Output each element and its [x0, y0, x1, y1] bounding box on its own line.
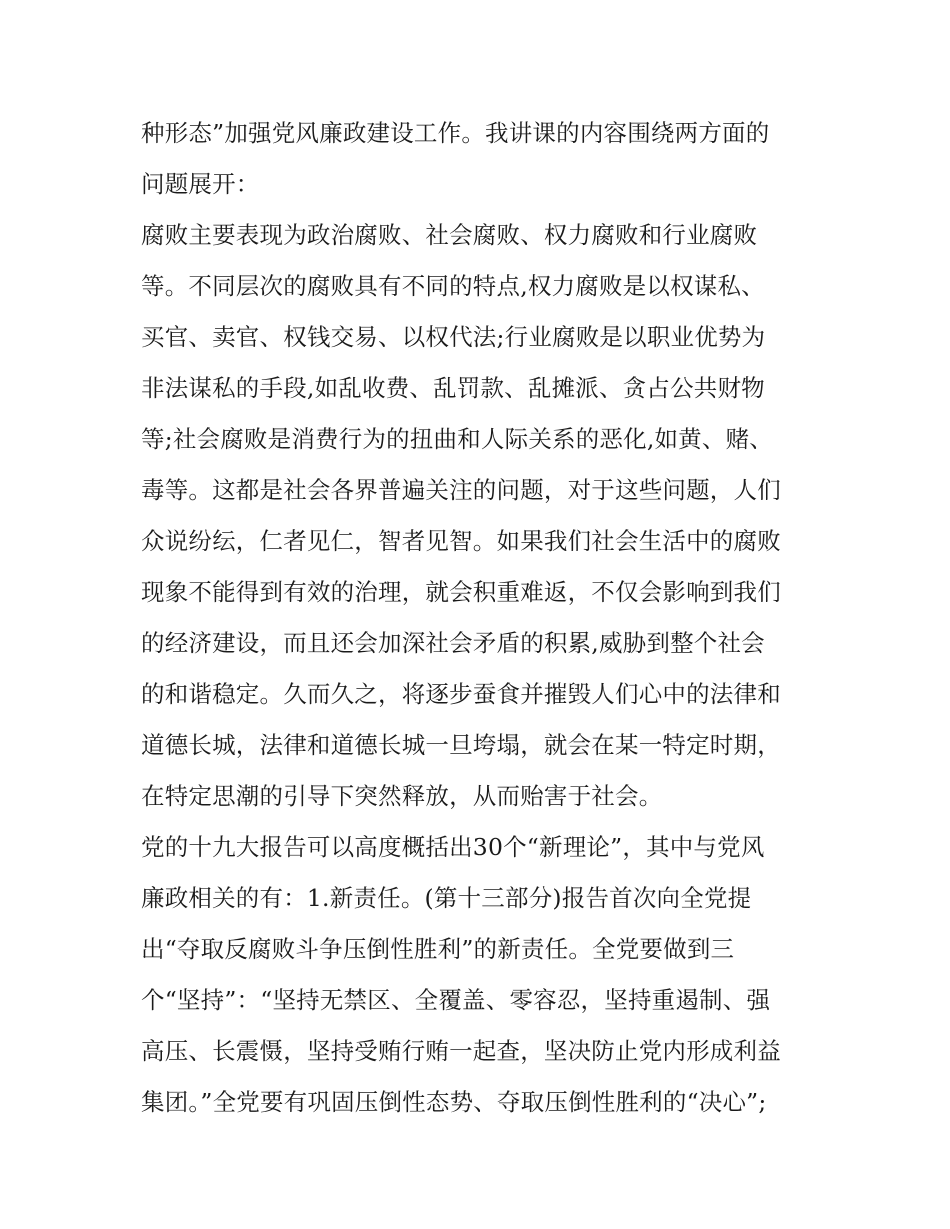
text-line: 在特定思潮的引导下突然释放，从而贻害于社会。: [141, 782, 663, 810]
text-line: 种形态”加强党风廉政建设工作。我讲课的内容围绕两方面的: [141, 119, 770, 147]
text-line: 众说纷纭，仁者见仁，智者见智。如果我们社会生活中的腐败: [141, 527, 781, 555]
text-line: 买官、卖官、权钱交易、以权代法;行业腐败是以职业优势为: [141, 323, 766, 351]
text-line: 等;社会腐败是消费行为的扭曲和人际关系的恶化,如黄、赌、: [141, 425, 773, 453]
text-line: 出“夺取反腐败斗争压倒性胜利”的新责任。全党要做到三: [141, 935, 735, 963]
text-line: 廉政相关的有：1.新责任。(第十三部分)报告首次向全党提: [141, 884, 752, 912]
text-line: 现象不能得到有效的治理，就会积重难返，不仅会影响到我们: [141, 578, 781, 606]
text-line: 高压、长震慑，坚持受贿行贿一起查，坚决防止党内形成利益: [141, 1037, 781, 1065]
text-line: 的和谐稳定。久而久之，将逐步蚕食并摧毁人们心中的法律和: [141, 680, 781, 708]
text-line: 道德长城，法律和道德长城一旦垮塌，就会在某一特定时期，: [141, 731, 781, 759]
text-line: 等。不同层次的腐败具有不同的特点,权力腐败是以权谋私、: [141, 272, 765, 300]
text-line: 非法谋私的手段,如乱收费、乱罚款、乱摊派、贪占公共财物: [141, 374, 765, 402]
text-line: 个“坚持”：“坚持无禁区、全覆盖、零容忍，坚持重遏制、强: [141, 986, 771, 1014]
text-line: 毒等。这都是社会各界普遍关注的问题，对于这些问题，人们: [141, 476, 781, 504]
text-line: 问题展开：: [141, 170, 260, 198]
text-line: 集团。”全党要有巩固压倒性态势、夺取压倒性胜利的“决心”;: [141, 1088, 767, 1116]
text-line: 的经济建设，而且还会加深社会矛盾的积累,威胁到整个社会: [141, 629, 765, 657]
text-line: 党的十九大报告可以高度概括出30个“新理论”，其中与党风: [141, 833, 765, 861]
text-line: 腐败主要表现为政治腐败、社会腐败、权力腐败和行业腐败: [141, 221, 758, 249]
document-body: [141, 108, 821, 1128]
